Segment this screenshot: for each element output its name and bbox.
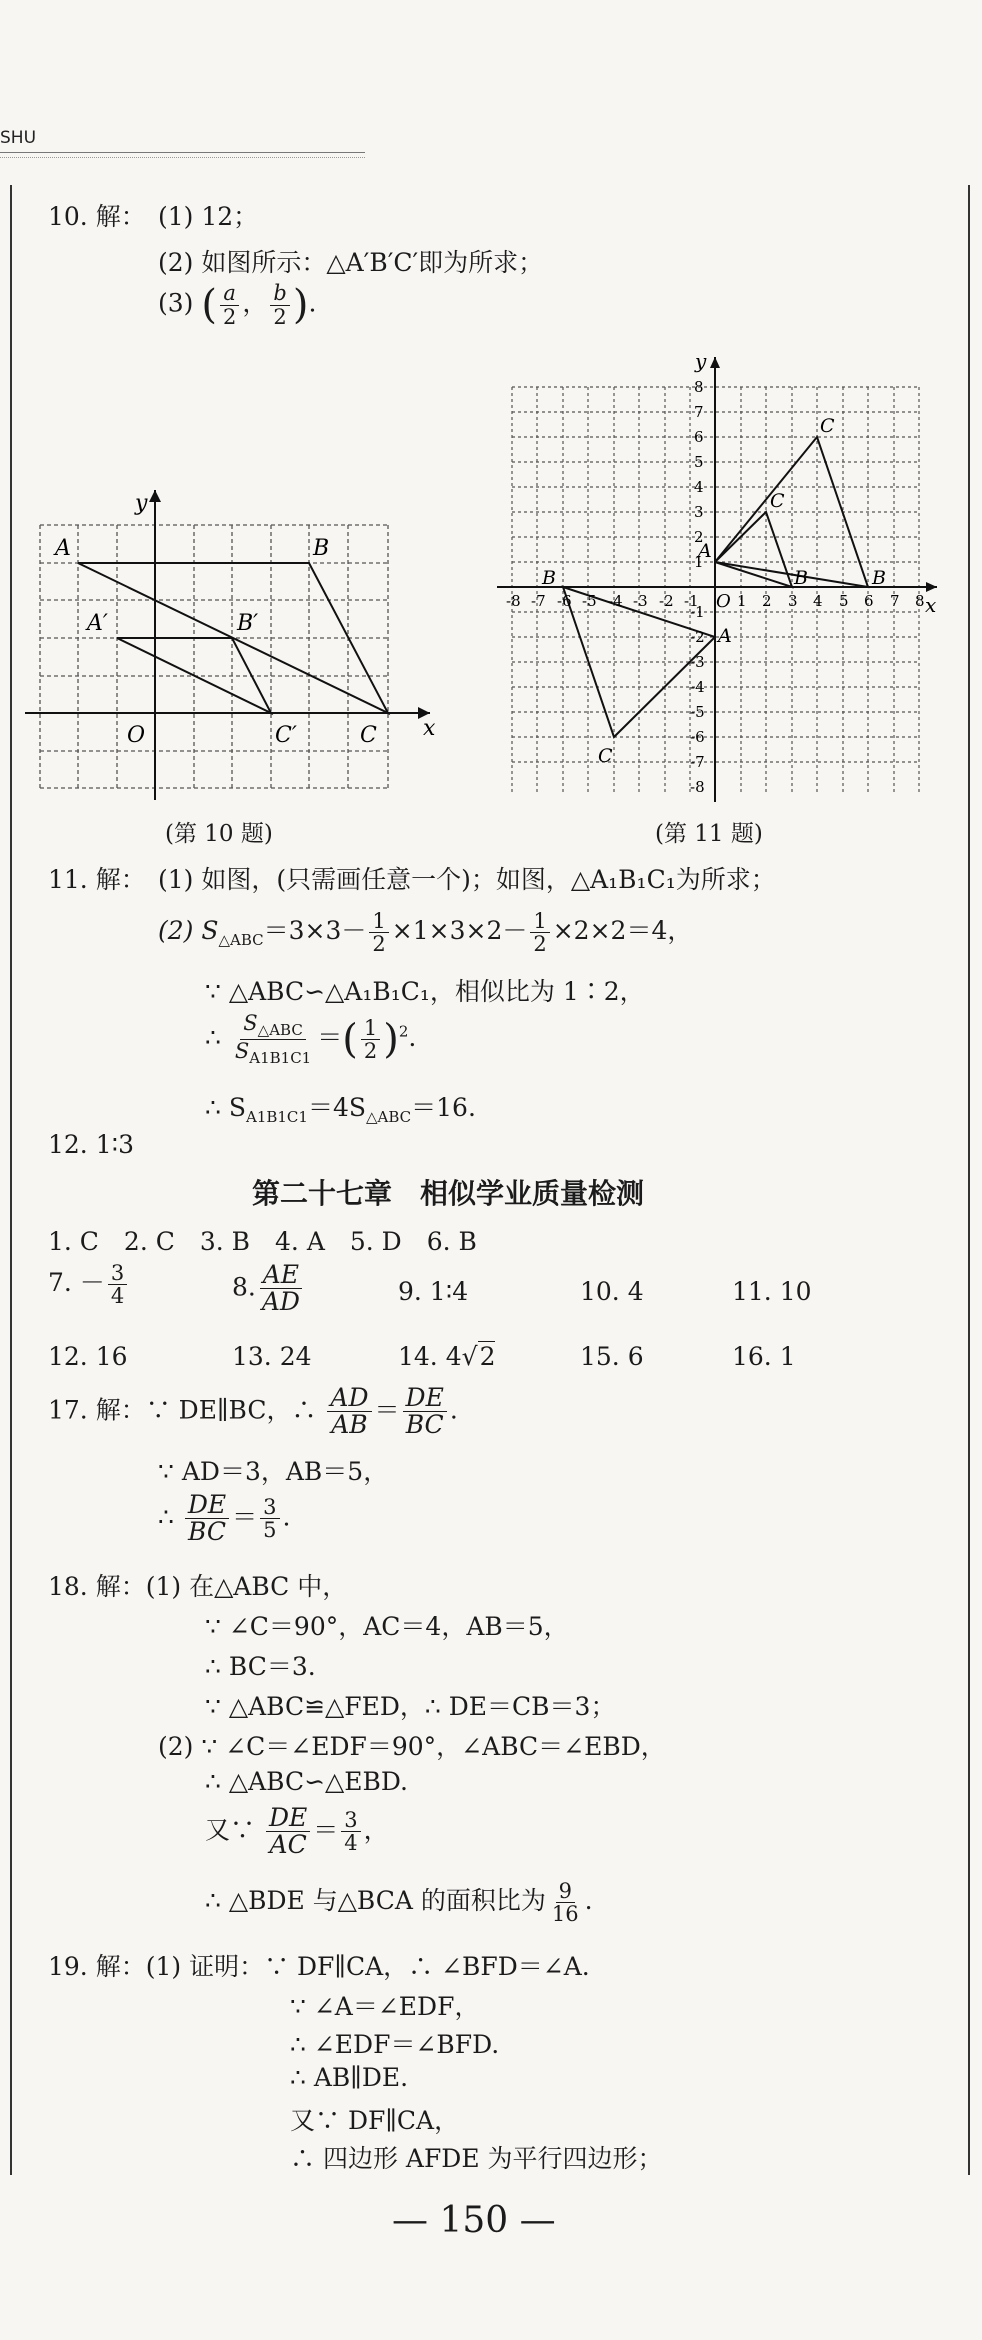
- frac-den: BC: [405, 1410, 444, 1440]
- frac-num: 3: [341, 1809, 360, 1832]
- q18-line1: 18. 解：(1) 在△ABC 中，: [48, 1572, 348, 1601]
- q19-line1: 19. 解：(1) 证明：∵ DF∥CA，∴ ∠BFD＝∠A.: [48, 1952, 590, 1981]
- answer-15: 15. 6: [580, 1342, 644, 1371]
- paren-close: ): [292, 282, 309, 328]
- frac-den: BC: [188, 1517, 226, 1547]
- header-label: SHU: [0, 128, 37, 148]
- x-tick: -5: [582, 592, 597, 610]
- q19-line2: ∵ ∠A＝∠EDF，: [290, 1992, 480, 2021]
- frac-den: AC: [269, 1830, 307, 1860]
- frac-den: 2: [273, 304, 287, 329]
- q11-result-c: ＝16.: [411, 1093, 476, 1122]
- fig10-label-b: B: [313, 536, 330, 561]
- fig11-x-arrow: [926, 582, 937, 592]
- q11-line5: [205, 1088, 476, 1126]
- frac-den: 5: [263, 1518, 277, 1543]
- frac-den: AB: [331, 1410, 368, 1440]
- answer-10: 10. 4: [580, 1277, 644, 1306]
- answer-7: [48, 1262, 130, 1307]
- x-tick: -2: [659, 592, 674, 610]
- q11-result-sub2: △ABC: [366, 1108, 412, 1126]
- q17-line3: [158, 1492, 291, 1546]
- q18-line6: ∴ △ABC∽△EBD.: [205, 1767, 408, 1796]
- answer-12: 12. 16: [48, 1342, 128, 1371]
- q18-line5: (2) ∵ ∠C＝∠EDF＝90°，∠ABC＝∠EBD，: [158, 1732, 666, 1761]
- s-sub: A1B1C1: [249, 1049, 312, 1068]
- x-tick: 5: [839, 592, 849, 610]
- fig11-label-c1-top: C: [820, 415, 835, 437]
- fig11-label-b1-right: B: [872, 567, 886, 589]
- q10-part3: [158, 282, 316, 328]
- frac-den: 4: [344, 1831, 358, 1856]
- q10-part1: (1) 12；: [158, 202, 259, 231]
- answer-14-radicand: 2: [479, 1342, 496, 1371]
- q18-line4: ∵ △ABC≌△FED，∴ DE＝CB＝3；: [205, 1692, 616, 1721]
- x-tick: 8: [915, 592, 925, 610]
- q11-result-a: ∴ S: [205, 1093, 246, 1122]
- q10-part2: (2) 如图所示：△A′B′C′即为所求；: [158, 248, 544, 277]
- q11-expr-a: ＝3×3－: [263, 916, 367, 946]
- y-tick: 5: [694, 453, 704, 471]
- frac-num: 1: [530, 910, 549, 933]
- fraction-one-half-2: [530, 910, 549, 955]
- fig11-label-a1: A: [718, 625, 732, 647]
- frac-num: 1: [369, 910, 388, 933]
- q10-number: 10. 解：: [48, 202, 146, 231]
- y-tick: -8: [690, 778, 705, 796]
- therefore: ∴: [205, 1022, 221, 1052]
- frac-den: AD: [261, 1287, 300, 1317]
- fig10-label-o: O: [127, 723, 146, 748]
- fraction-9-16: [549, 1880, 582, 1925]
- fig10-label-y: y: [135, 491, 148, 516]
- q11-result-b: ＝4S: [307, 1093, 366, 1122]
- fig10-y-arrow: [149, 490, 161, 502]
- sqrt-icon: √: [461, 1342, 478, 1371]
- y-tick: -2: [690, 628, 705, 646]
- q11-number: 11. 解：: [48, 865, 146, 894]
- fraction-3-4: [108, 1262, 127, 1307]
- fraction-one-half: [369, 910, 388, 955]
- period: .: [308, 288, 317, 318]
- fig11-label-a: A: [698, 540, 712, 562]
- q11-result-sub1: A1B1C1: [245, 1108, 308, 1126]
- q10-part3-label: (3): [158, 288, 194, 318]
- q19-line3: ∴ ∠EDF＝∠BFD.: [290, 2030, 500, 2059]
- equals: ＝: [313, 1815, 339, 1845]
- fig10-label-a: A: [55, 536, 71, 561]
- fig11-label-y: y: [695, 352, 707, 373]
- fig11-caption: (第 11 题): [655, 821, 763, 847]
- fig10-label-b-prime: B′: [237, 611, 259, 636]
- exponent: 2: [398, 1022, 409, 1041]
- paren-open: (: [201, 282, 217, 328]
- fraction-de-bc-2: [185, 1492, 229, 1546]
- frac-num: 3: [108, 1262, 127, 1285]
- x-tick: -7: [531, 592, 546, 610]
- x-tick: 1: [737, 592, 747, 610]
- fraction-area-ratio: [232, 1012, 314, 1067]
- frac-num: DE: [403, 1385, 447, 1412]
- q17-lead: 17. 解：∵ DE∥BC，∴: [48, 1395, 317, 1425]
- x-tick: 2: [762, 592, 772, 610]
- y-tick: 8: [694, 378, 704, 396]
- y-tick: -1: [690, 603, 705, 621]
- answer-7-label: 7. －: [48, 1268, 105, 1298]
- answer-16: 16. 1: [732, 1342, 796, 1371]
- page-number: — 150 —: [392, 2200, 556, 2241]
- left-margin-rule: [10, 185, 12, 2175]
- fraction-b-over-2: [270, 282, 289, 327]
- fraction-ad-ab: [327, 1385, 371, 1439]
- frac-num: a: [220, 282, 239, 305]
- frac-num: 9: [556, 1880, 575, 1903]
- y-tick: 3: [694, 503, 704, 521]
- q18-line2: ∵ ∠C＝90°，AC＝4，AB＝5，: [205, 1612, 569, 1641]
- q18-line3: ∴ BC＝3.: [205, 1652, 316, 1681]
- frac-den: 2: [372, 932, 386, 957]
- q19-line6: ∴ 四边形 AFDE 为平行四边形；: [290, 2144, 663, 2173]
- fig10-axes: [25, 490, 430, 800]
- fig11-label-b: B: [794, 567, 808, 589]
- fig11-label-c: C: [770, 490, 785, 512]
- q18-line7: [205, 1805, 389, 1859]
- q11-expr-b: ×1×3×2－: [391, 916, 528, 946]
- answer-13: 13. 24: [232, 1342, 312, 1371]
- q11-line4: [205, 1012, 416, 1067]
- s-sub: △ABC: [257, 1021, 303, 1040]
- paren-open: (: [342, 1016, 358, 1063]
- x-tick: 3: [788, 592, 798, 610]
- figure-11: [492, 352, 947, 807]
- period: .: [282, 1502, 291, 1532]
- s-symbol: S: [243, 1011, 258, 1035]
- y-tick: 6: [694, 428, 704, 446]
- comma: ，: [242, 288, 268, 318]
- fig10-label-c: C: [360, 723, 377, 748]
- frac-den: 2: [363, 1038, 378, 1063]
- period: .: [584, 1886, 593, 1916]
- answer-11: 11. 10: [732, 1277, 812, 1306]
- frac-num: DE: [266, 1805, 310, 1832]
- q11-line1: (1) 如图，(只需画任意一个)；如图，△A₁B₁C₁为所求；: [158, 865, 776, 894]
- q17-line1: [48, 1385, 458, 1439]
- answers-row1: 1. C 2. C 3. B 4. A 5. D 6. B: [48, 1227, 477, 1256]
- q11-line2: [158, 910, 692, 955]
- s-symbol: S: [234, 1038, 250, 1063]
- fig10-label-c-prime: C′: [275, 723, 297, 748]
- q11-line3: ∵ △ABC∽△A₁B₁C₁，相似比为 1∶2，: [205, 977, 645, 1006]
- figure-10: [25, 480, 445, 810]
- q11-area-sub: △ABC: [218, 931, 264, 950]
- y-tick: 2: [694, 528, 704, 546]
- x-tick: -3: [633, 592, 648, 610]
- x-tick: -6: [557, 592, 572, 610]
- also-because: 又∵: [205, 1815, 256, 1845]
- fig11-label-x: x: [925, 593, 937, 617]
- q12-answer: 12. 1∶3: [48, 1130, 135, 1159]
- fig11-y-arrow: [710, 357, 720, 368]
- answer-14-label: 14. 4: [398, 1342, 462, 1371]
- x-tick: 7: [890, 592, 900, 610]
- x-tick: -8: [506, 592, 521, 610]
- answer-8: [232, 1262, 306, 1316]
- frac-num: 1: [361, 1017, 380, 1040]
- frac-num: b: [270, 282, 289, 305]
- x-tick: -4: [608, 592, 623, 610]
- frac-den: 2: [533, 932, 547, 957]
- fig10-label-a-prime: A′: [87, 611, 108, 636]
- chapter-title: 第二十七章 相似学业质量检测: [252, 1177, 645, 1210]
- frac-num: AE: [260, 1262, 302, 1289]
- fraction-ae-ad: [259, 1262, 303, 1316]
- y-tick: -4: [690, 678, 705, 696]
- fig10-caption: (第 10 题): [165, 821, 273, 847]
- y-tick: -6: [690, 728, 705, 746]
- fraction-one-half-3: [361, 1017, 380, 1062]
- fraction-3-5: [260, 1496, 279, 1541]
- q18-line8: [205, 1880, 593, 1925]
- equals: ＝: [232, 1502, 258, 1532]
- q17-line2: ∵ AD＝3，AB＝5，: [158, 1457, 389, 1486]
- q11-area-s: (2) S: [158, 916, 219, 946]
- fig10-grid: [40, 525, 388, 788]
- frac-num: [240, 1012, 306, 1040]
- period: .: [449, 1395, 458, 1425]
- frac-num: AD: [327, 1385, 371, 1412]
- fig11-label-b1-left: B: [542, 567, 556, 589]
- frac-den: 16: [551, 1902, 579, 1927]
- answer-8-label: 8.: [232, 1272, 256, 1302]
- x-tick: 6: [864, 592, 874, 610]
- x-tick: 4: [813, 592, 823, 610]
- fig11-label-c1-bottom: C: [598, 745, 613, 767]
- period: .: [408, 1022, 417, 1052]
- comma: ，: [363, 1815, 389, 1845]
- therefore: ∴: [158, 1502, 174, 1532]
- header-rule-dotted: [0, 157, 365, 158]
- frac-num: 3: [260, 1496, 279, 1519]
- frac-den: [232, 1040, 314, 1067]
- q18-conclusion: ∴ △BDE 与△BCA 的面积比为: [205, 1886, 546, 1916]
- y-tick: 7: [694, 403, 704, 421]
- frac-den: 4: [110, 1284, 125, 1309]
- y-tick: 1: [694, 553, 704, 571]
- paren-close: ): [383, 1016, 399, 1063]
- fraction-3-4-b: [341, 1809, 360, 1854]
- y-tick: -7: [690, 753, 705, 771]
- fig10-label-x: x: [423, 716, 436, 741]
- frac-den: 2: [222, 304, 237, 329]
- y-tick: 4: [694, 478, 704, 496]
- q11-expr-c: ×2×2＝4，: [552, 916, 693, 946]
- y-tick: -3: [690, 653, 705, 671]
- fig11-label-o: O: [716, 591, 731, 612]
- answer-9: 9. 1∶4: [398, 1277, 469, 1306]
- y-tick: -5: [690, 703, 705, 721]
- x-tick: -1: [684, 592, 699, 610]
- q19-line4: ∴ AB∥DE.: [290, 2063, 409, 2092]
- equals: ＝: [374, 1395, 400, 1425]
- fraction-a-over-2: [220, 282, 239, 327]
- frac-num: DE: [185, 1492, 229, 1519]
- q19-line5: 又∵ DF∥CA，: [290, 2106, 460, 2135]
- header-rule: [0, 152, 365, 153]
- fraction-de-ac: [266, 1805, 310, 1859]
- right-margin-rule: [968, 185, 970, 2175]
- answer-14: [398, 1342, 495, 1371]
- fraction-de-bc: [403, 1385, 447, 1439]
- equals: ＝: [317, 1022, 343, 1052]
